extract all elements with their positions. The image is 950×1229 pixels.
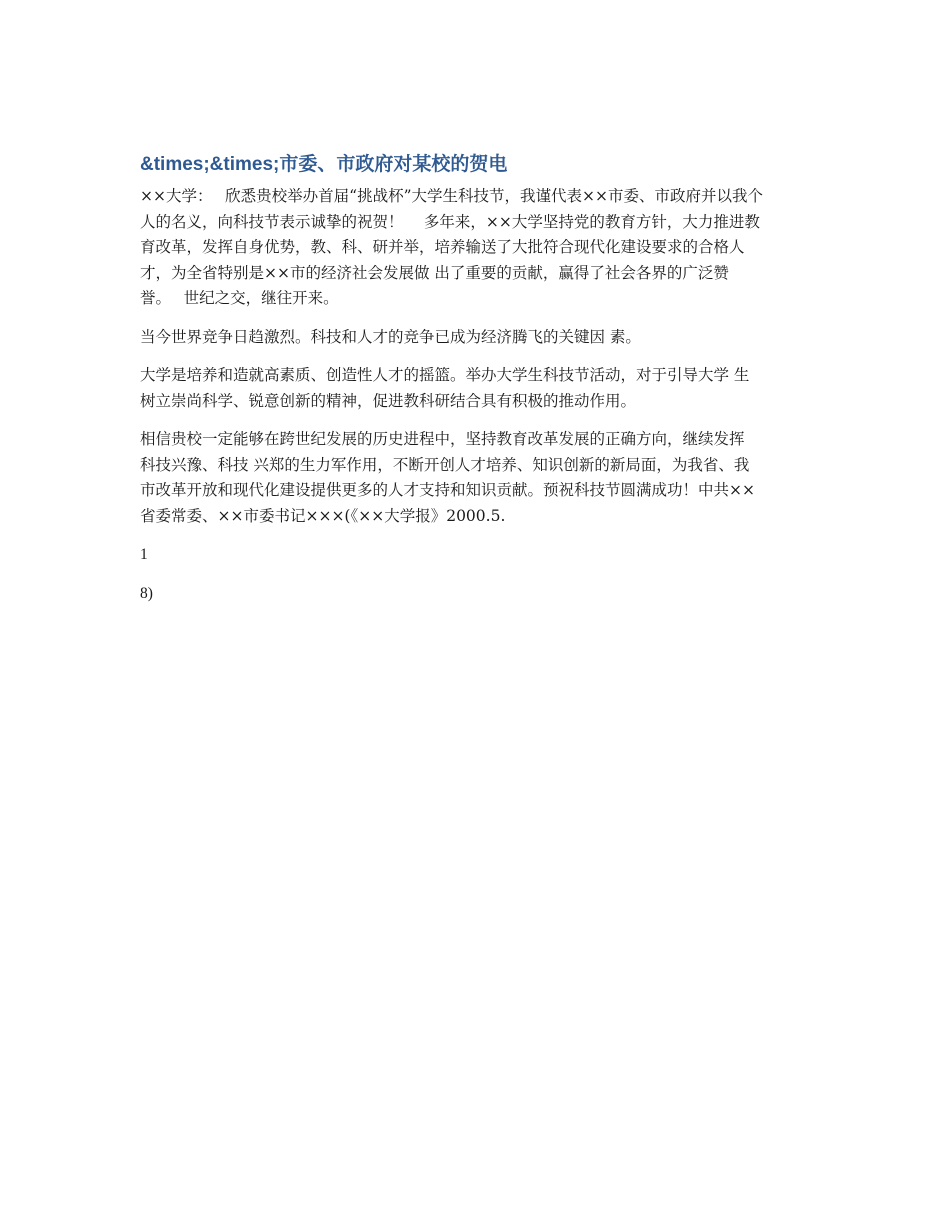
trailing-number: 8) <box>140 584 153 602</box>
paragraph-greeting <box>140 184 812 312</box>
text-line: 人的名义，向科技节表示诚挚的祝贺！ 多年来，××大学坚持党的教育方针，大力推进教 <box>140 212 760 231</box>
text-line: 相信贵校一定能够在跨世纪发展的历史进程中，坚持教育改革发展的正确方向，继续发挥 <box>140 430 745 448</box>
document-title: &times;&times;市委、市政府对某校的贺电 <box>140 154 508 175</box>
trailing-number: 1 <box>140 546 148 563</box>
text-line: 誉。 世纪之交，继往开来。 <box>140 289 339 307</box>
text-line: 科技兴豫、科技 兴郑的生力军作用，不断开创人才培养、知识创新的新局面，为我省、我 <box>140 455 750 474</box>
text-line: ××大学： 欣悉贵校举办首届“挑战杯”大学生科技节，我谨代表××市委、市政府并以我个 <box>140 187 763 205</box>
text-line: 当今世界竞争日趋激烈。科技和人才的竞争已成为经济腾飞的关键因 素。 <box>140 327 641 346</box>
paragraph-closing <box>140 427 812 529</box>
text-line: 大学是培养和造就高素质、创造性人才的摇篮。举办大学生科技节活动，对于引导大学 生 <box>140 366 750 384</box>
paragraph-competition <box>140 325 812 351</box>
text-line: 省委常委、××市委书记×××(《××大学报》2000.5. <box>140 506 506 525</box>
document-body <box>140 150 812 619</box>
paragraph-university <box>140 363 812 414</box>
text-line: 树立崇尚科学、锐意创新的精神，促进教科研结合具有积极的推动作用。 <box>140 391 637 410</box>
text-line: 育改革，发挥自身优势，教、科、研并举，培养输送了大批符合现代化建设要求的合格人 <box>140 238 745 256</box>
text-line: 市改革开放和现代化建设提供更多的人才支持和知识贡献。预祝科技节圆满成功！中共×× <box>140 481 755 499</box>
text-line: 才，为全省特别是××市的经济社会发展做 出了重要的贡献，赢得了社会各界的广泛赞 <box>140 263 729 282</box>
